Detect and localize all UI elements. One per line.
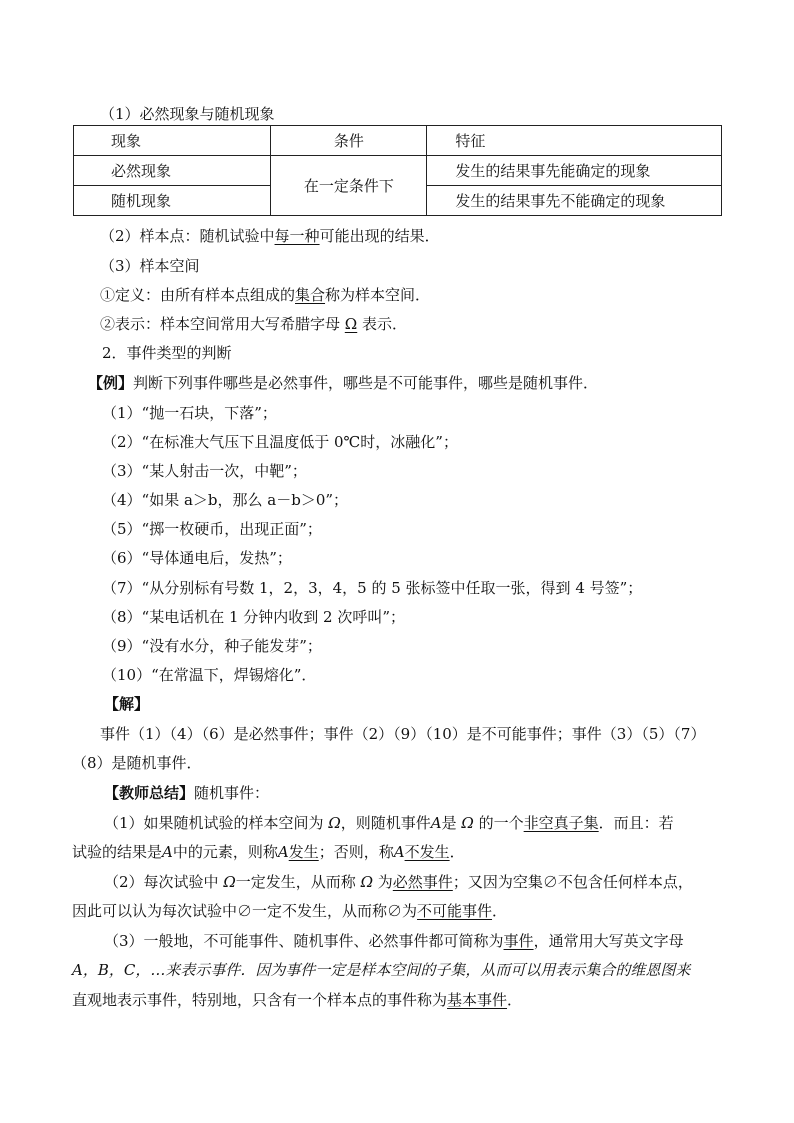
omega-symbol: Ω (328, 814, 341, 832)
omega-symbol: Ω (360, 873, 373, 891)
underlined-term: 不发生 (404, 843, 450, 861)
underlined-term: 基本事件 (447, 991, 508, 1009)
list-item: （2）“在标准大气压下且温度低于 0℃时，冰融化”； (102, 433, 458, 451)
example-label: 【例】 (88, 374, 134, 392)
table-header-row (74, 126, 722, 156)
sample-point-line: （2）样本点：随机试验中每一种可能出现的结果． (100, 227, 440, 245)
underlined-term: 非空真子集 (523, 814, 599, 832)
summary-p2-line1: （2）每次试验中 Ω一定发生，从而称 Ω 为必然事件；又因为空集∅不包含任何样本点， (104, 873, 693, 891)
list-item: （9）“没有水分，种子能发芽”； (102, 637, 322, 655)
underlined-term: 每一种 (274, 227, 320, 245)
summary-p1-line1: （1）如果随机试验的样本空间为 Ω，则随机事件A是 Ω 的一个非空真子集．而且：若 (104, 814, 674, 832)
header-condition: 条件 (271, 126, 427, 156)
underlined-term: 发生 (288, 843, 319, 861)
solution-label: 【解】 (104, 695, 150, 713)
solution-line-2: （8）是随机事件． (72, 754, 202, 772)
phenomena-table (73, 125, 722, 216)
list-item: （6）“导体通电后，发热”； (102, 549, 292, 567)
part2-title: 2．事件类型的判断 (102, 344, 232, 362)
row-phenomenon: 随机现象 (74, 186, 271, 216)
section1-title: （1）必然现象与随机现象 (100, 105, 275, 123)
sample-space-definition: ①定义：由所有样本点组成的集合称为样本空间． (100, 286, 431, 304)
merged-condition-cell: 在一定条件下 (271, 156, 427, 216)
omega-symbol: Ω (461, 814, 474, 832)
list-item: （4）“如果 a＞b，那么 a－b＞0”； (102, 491, 349, 509)
underlined-term: 必然事件 (392, 873, 453, 891)
header-phenomenon: 现象 (74, 126, 271, 156)
row-phenomenon: 必然现象 (74, 156, 271, 186)
summary-p2-line2: 因此可以认为每次试验中∅一定不发生，从而称∅为不可能事件． (72, 902, 508, 920)
example-question: 【例】判断下列事件哪些是必然事件，哪些是不可能事件，哪些是随机事件． (88, 374, 599, 392)
summary-p1-line2: 试验的结果是A中的元素，则称A发生；否则，称A不发生． (72, 843, 465, 861)
table-row (74, 156, 722, 186)
underlined-term: 事件 (503, 932, 534, 950)
list-item: （8）“某电话机在 1 分钟内收到 2 次呼叫”； (102, 608, 406, 626)
row-feature: 发生的结果事先不能确定的现象 (427, 186, 722, 216)
summary-p3-line1: （3）一般地，不可能事件、随机事件、必然事件都可简称为事件，通常用大写英文字母 (104, 932, 684, 950)
omega-symbol: Ω (344, 315, 358, 333)
list-item: （5）“掷一枚硬币，出现正面”； (102, 520, 322, 538)
sample-space-representation: ②表示：样本空间常用大写希腊字母 Ω 表示． (100, 315, 408, 333)
underlined-term: 不可能事件 (417, 902, 493, 920)
list-item: （3）“某人射击一次，中靶”； (102, 462, 307, 480)
row-feature: 发生的结果事先能确定的现象 (427, 156, 722, 186)
underlined-term: 集合 (295, 286, 326, 304)
summary-p3-line2: A，B，C，…来表示事件．因为事件一定是样本空间的子集，从而可以用表示集合的维恩图来 (72, 961, 691, 979)
list-item: （1）“抛一石块，下落”； (102, 404, 277, 422)
header-feature: 特征 (427, 126, 722, 156)
list-item: （10）“在常温下，焊锡熔化”． (102, 666, 317, 684)
summary-heading: 【教师总结】随机事件： (104, 784, 270, 802)
sample-space-title: （3）样本空间 (100, 257, 200, 275)
summary-label: 【教师总结】 (104, 784, 195, 802)
omega-symbol: Ω (223, 873, 236, 891)
summary-p3-line3: 直观地表示事件，特别地，只含有一个样本点的事件称为基本事件． (72, 991, 523, 1009)
list-item: （7）“从分别标有号数 1，2，3，4，5 的 5 张标签中任取一张，得到 4 号签”； (102, 579, 643, 597)
solution-line-1: 事件（1）（4）（6）是必然事件；事件（2）（9）（10）是不可能事件；事件（3）（5）（7） (100, 725, 706, 743)
